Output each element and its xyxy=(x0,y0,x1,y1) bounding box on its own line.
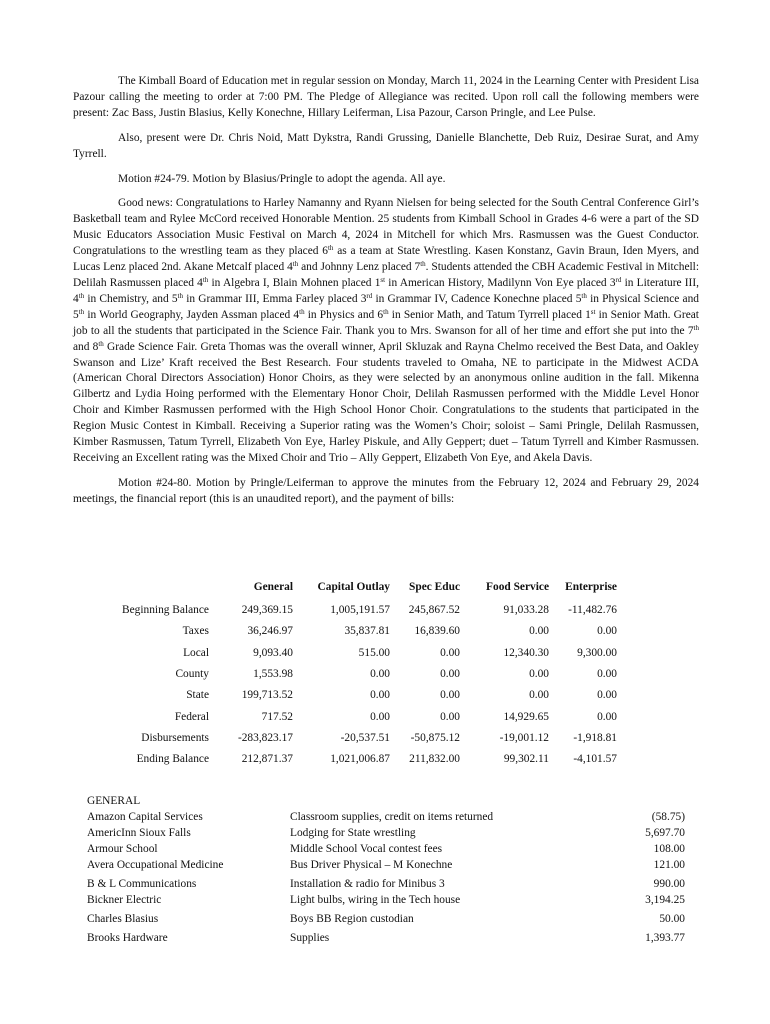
cell: -283,823.17 xyxy=(237,732,293,745)
row-label: Disbursements xyxy=(141,732,209,745)
row-label: Federal xyxy=(174,710,209,723)
cell: 0.00 xyxy=(597,667,617,680)
list-item xyxy=(87,826,685,842)
cell: 0.00 xyxy=(597,689,617,702)
row-label: Ending Balance xyxy=(136,753,209,766)
cell: 0.00 xyxy=(440,646,460,659)
table-row xyxy=(103,750,617,771)
cell: 1,553.98 xyxy=(253,667,293,680)
cell: -11,482.76 xyxy=(568,603,617,616)
bill-amount: 990.00 xyxy=(653,878,685,890)
bill-amount: 3,194.25 xyxy=(645,894,685,906)
bill-amount: 50.00 xyxy=(659,913,685,925)
table-header-row xyxy=(103,580,617,600)
table-row xyxy=(103,643,617,664)
cell: 0.00 xyxy=(370,710,390,723)
cell: 0.00 xyxy=(440,667,460,680)
cell: 245,867.52 xyxy=(408,603,460,616)
cell: 0.00 xyxy=(370,689,390,702)
header-cell: Food Service xyxy=(486,581,549,593)
row-label: State xyxy=(186,689,209,702)
bill-amount: 1,393.77 xyxy=(645,932,685,944)
vendor-name: AmericInn Sioux Falls xyxy=(87,827,191,839)
cell: -4,101.57 xyxy=(573,753,617,766)
vendor-name: Charles Blasius xyxy=(87,913,159,925)
cell: 0.00 xyxy=(440,689,460,702)
cell: 16,839.60 xyxy=(414,625,460,638)
header-cell: Capital Outlay xyxy=(317,581,390,593)
cell: 99,302.11 xyxy=(503,753,549,766)
cell: 1,021,006.87 xyxy=(330,753,390,766)
cell: 14,929.65 xyxy=(503,710,549,723)
cell: 91,033.28 xyxy=(503,603,549,616)
vendor-name: Brooks Hardware xyxy=(87,932,168,944)
cell: -50,875.12 xyxy=(410,732,460,745)
cell: 211,832.00 xyxy=(409,753,460,766)
motion-24-79: Motion #24-79. Motion by Blasius/Pringle to adopt the agenda. All aye. xyxy=(118,172,446,185)
header-cell: General xyxy=(253,581,293,593)
minutes-text xyxy=(73,74,699,517)
bill-description: Light bulbs, wiring in the Tech house xyxy=(290,894,461,906)
general-heading: GENERAL xyxy=(87,795,141,807)
cell: 36,246.97 xyxy=(247,625,293,638)
cell: 0.00 xyxy=(440,710,460,723)
cell: 249,369.15 xyxy=(241,603,293,616)
cell: 0.00 xyxy=(597,625,617,638)
row-label: County xyxy=(175,667,209,680)
list-item xyxy=(87,912,685,931)
table-row xyxy=(103,621,617,642)
list-item xyxy=(87,877,685,893)
bill-amount: 121.00 xyxy=(653,859,685,871)
cell: 0.00 xyxy=(529,625,549,638)
vendor-name: B & L Communications xyxy=(87,878,197,890)
cell: 199,713.52 xyxy=(241,689,293,702)
bill-description: Supplies xyxy=(290,932,330,944)
cell: 35,837.81 xyxy=(344,625,390,638)
cell: 9,300.00 xyxy=(577,646,617,659)
good-news-paragraph: Good news: Congratulations to Harley Namanny and Ryann Nielsen for being selected for the South Central Conference Girl’s Basketball team and Rylee McCord received Honorable Mention. 25 students from Kimball School in Grades 4-6 were a part of the SD Music Educators Association Music Festival on March 4, 2024 in Mitchell for which Mrs. Rasmussen was the Guest Conductor. Congratulations to the wrestling team as they placed 6th as a team at State Wrestling. Kasen Konstanz, Gavin Braun, Iden Myers, and Lucas Lenz placed 2nd. Akane Metcalf placed 4th and Johnny Lenz placed 7th. Students attended the CBH Academic Festival in Mitchell: Delilah Rasmussen placed 4th in Algebra I, Blain Mohnen placed 1st in American History, Madilynn Von Eye placed 3rd in Literature III, 4th in Chemistry, and 5th in Grammar III, Emma Farley placed 3rd in Grammar IV, Cadence Konechne placed 5th in Physical Science and 5th in World Geography, Jayden Assman placed 4th in Physics and 6th in Senior Math, and Tatum Tyrrell placed 1st in Senior Math. Great job to all the students that participated in the Science Fair. Thank you to Mrs. Swanson for all of her time and effort she put into the 7th and 8th Grade Science Fair. Greta Thomas was the overall winner, April Skluzak and Rayna Chelmo received the Best Data, and Oakley Swanson and Lize’ Kraft received the Best Research. Four students traveled to Omaha, NE to participate in the Midwest ACDA (American Choral Directors Association) Honor Choirs, as they were selected by an anonymous online audition in the fall. Mikenna Gilbertz and Lydia Hoing performed with the Elementary Honor Choir, Delilah Rasmussen performed with the Middle Level Honor Choir and Kimber Rasmussen performed with the High School Honor Choir. Congratulations to the students that participated in the Region Music Contest in Kimball. Receiving a Superior rating was the Women’s Choir; soloist – Sami Pringle, Delilah Rasmussen, Kimber Rasmussen, Tatum Tyrrell, Elizabeth Von Eye, Harley Piskule, and Ally Geppert; duet – Tatum Tyrrell and Kimber Rasmussen. Receiving an Excellent rating was the Mixed Choir and Trio – Ally Geppert, Elizabeth Von Eye, and Akela Davis. xyxy=(73,197,700,464)
cell: 1,005,191.57 xyxy=(330,603,390,616)
cell: 0.00 xyxy=(529,667,549,680)
row-label: Local xyxy=(183,646,209,659)
bill-description: Middle School Vocal contest fees xyxy=(290,843,443,855)
bill-description: Lodging for State wrestling xyxy=(290,827,416,839)
table-row xyxy=(103,728,617,749)
vendor-name: Amazon Capital Services xyxy=(87,811,203,823)
general-bills-list xyxy=(87,794,685,947)
bill-description: Classroom supplies, credit on items returned xyxy=(290,811,494,823)
cell: -1,918.81 xyxy=(573,732,617,745)
bill-amount: 108.00 xyxy=(653,843,685,855)
list-item xyxy=(87,893,685,912)
table-row xyxy=(103,664,617,685)
bill-description: Installation & radio for Minibus 3 xyxy=(290,878,445,890)
table-row xyxy=(103,600,617,621)
cell: 0.00 xyxy=(597,710,617,723)
list-item xyxy=(87,858,685,877)
bill-amount: (58.75) xyxy=(651,811,685,823)
cell: 0.00 xyxy=(529,689,549,702)
vendor-name: Armour School xyxy=(87,843,158,855)
financial-report-table xyxy=(103,580,617,771)
cell: 9,093.40 xyxy=(253,646,293,659)
vendor-name: Bickner Electric xyxy=(87,894,162,906)
cell: 212,871.37 xyxy=(241,753,293,766)
cell: 12,340.30 xyxy=(503,646,549,659)
attendees-paragraph: Also, present were Dr. Chris Noid, Matt Dykstra, Randi Grussing, Danielle Blanchette, Deb Ruiz, Desirae Surat, and Amy Tyrrell. xyxy=(73,131,699,160)
opening-paragraph: The Kimball Board of Education met in regular session on Monday, March 11, 2024 in the Learning Center with President Lisa Pazour calling the meeting to order at 7:00 PM. The Pledge of Allegiance was recited. Upon roll call the following members were present: Zac Bass, Justin Blasius, Kelly Konechne, Hillary Leiferman, Lisa Pazour, Carson Pringle, and Lee Pulse. xyxy=(73,75,699,119)
bill-amount: 5,697.70 xyxy=(645,827,685,839)
cell: -20,537.51 xyxy=(340,732,390,745)
header-cell: Spec Educ xyxy=(409,581,460,593)
list-item xyxy=(87,810,685,826)
table-row xyxy=(103,707,617,728)
row-label: Beginning Balance xyxy=(122,603,209,616)
list-item xyxy=(87,931,685,947)
cell: 515.00 xyxy=(358,646,390,659)
cell: 717.52 xyxy=(261,710,293,723)
cell: 0.00 xyxy=(370,667,390,680)
bill-description: Bus Driver Physical – M Konechne xyxy=(290,859,453,871)
cell: -19,001.12 xyxy=(499,732,549,745)
row-label: Taxes xyxy=(182,625,209,638)
header-cell: Enterprise xyxy=(565,581,617,593)
bill-description: Boys BB Region custodian xyxy=(290,913,414,925)
vendor-name: Avera Occupational Medicine xyxy=(87,859,224,871)
header-cell xyxy=(103,580,209,600)
motion-24-80: Motion #24-80. Motion by Pringle/Leiferman to approve the minutes from the February 12, 2024 and February 29, 2024 meetings, the financial report (this is an unaudited report), and the payment of bills: xyxy=(73,476,699,505)
table-row xyxy=(103,686,617,707)
list-item xyxy=(87,842,685,858)
